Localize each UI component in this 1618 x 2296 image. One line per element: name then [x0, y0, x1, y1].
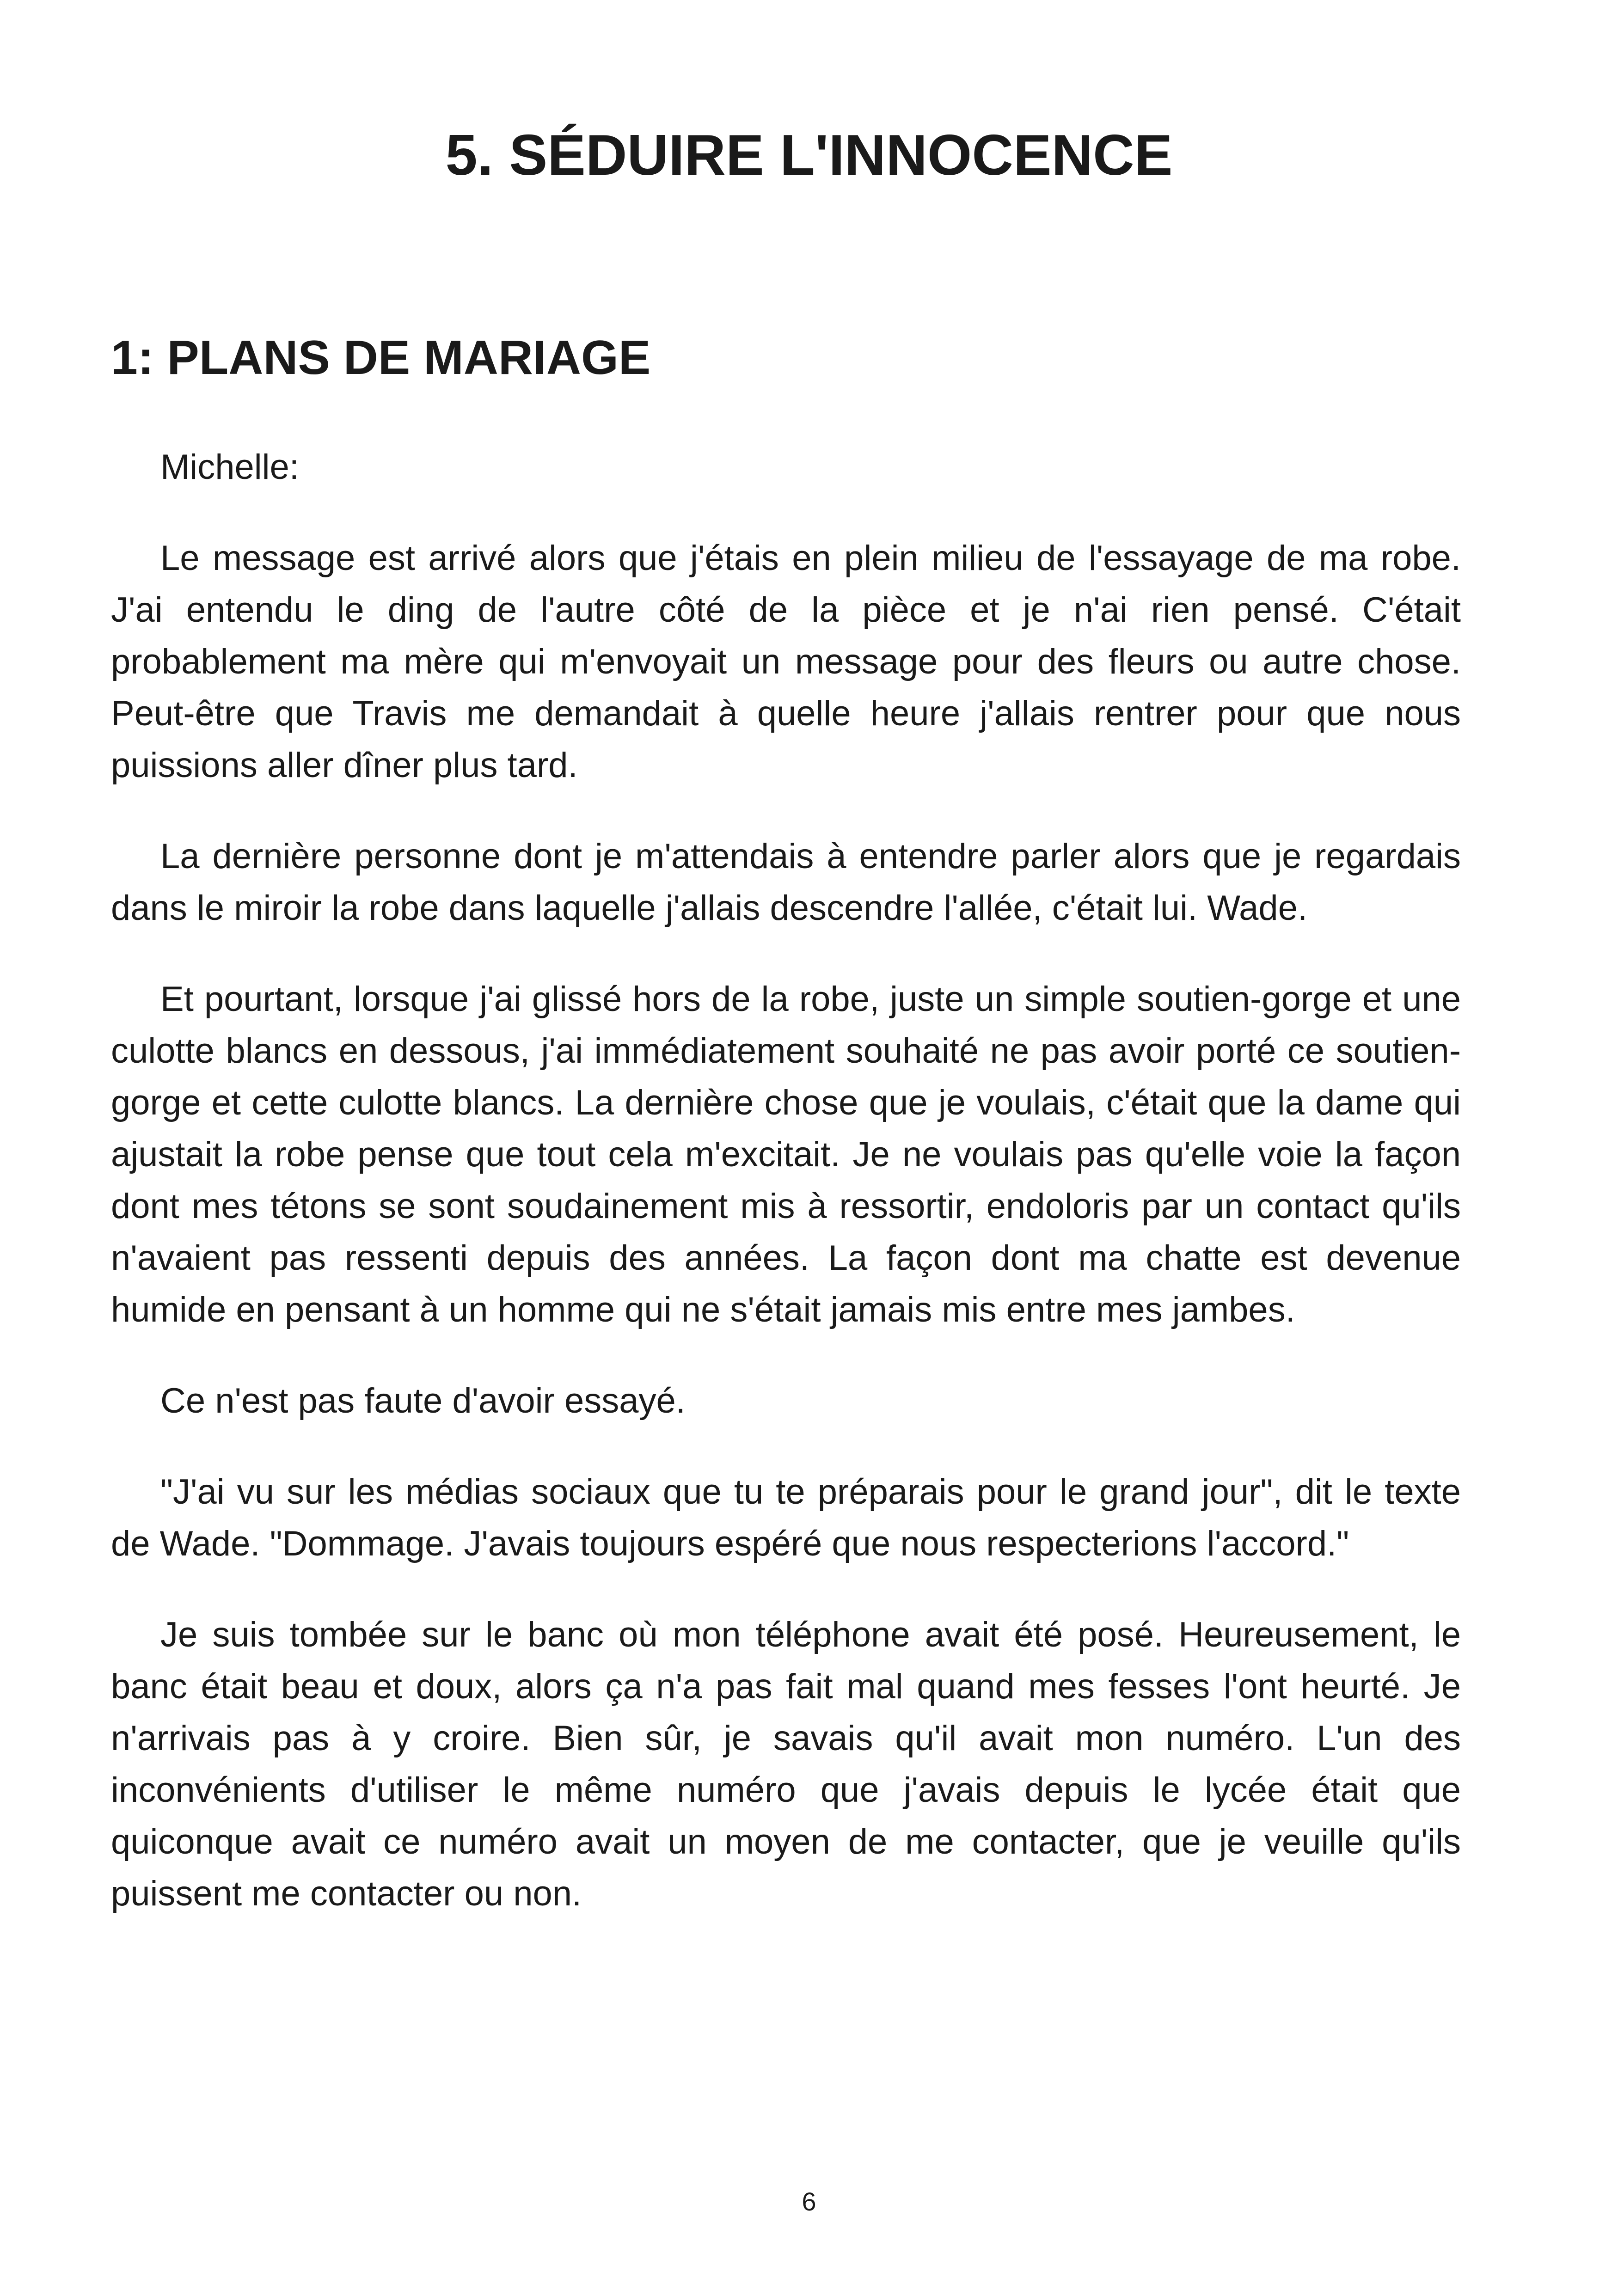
page-number: 6	[802, 2187, 816, 2216]
paragraph: Le message est arrivé alors que j'étais en plein milieu de l'essayage de ma robe. J'ai entendu le ding de l'autre côté de la pièce et je n'ai rien pensé. C'était probablement ma mère qui m'envoyait un message pour des fleurs ou autre chose. Peut-être que Travis me demandait à quelle heure j'allais rentrer pour que nous puissions aller dîner plus tard.	[111, 539, 1461, 785]
chapter-title: 1: PLANS DE MARIAGE	[111, 331, 651, 385]
paragraph: La dernière personne dont je m'attendais à entendre parler alors que je regardais dans le miroir la robe dans laquelle j'allais descendre l'allée, c'était lui. Wade.	[111, 837, 1461, 928]
paragraph: "J'ai vu sur les médias sociaux que tu te préparais pour le grand jour", dit le texte de Wade. "Dommage. J'avais toujours espéré que nous respecterions l'accord."	[111, 1472, 1461, 1563]
book-title: 5. SÉDUIRE L'INNOCENCE	[445, 123, 1173, 187]
paragraph: Je suis tombée sur le banc où mon téléphone avait été posé. Heureusement, le banc était beau et doux, alors ça n'a pas fait mal quand mes fesses l'ont heurté. Je n'arrivais pas à y croire. Bien sûr, je savais qu'il avait mon numéro. L'un des inconvénients d'utiliser le même numéro que j'avais depuis le lycée était que quiconque avait ce numéro avait un moyen de me contacter, que je veuille qu'ils puissent me contacter ou non.	[111, 1615, 1461, 1913]
paragraph: Ce n'est pas faute d'avoir essayé.	[160, 1381, 686, 1420]
paragraph-speaker: Michelle:	[160, 447, 299, 487]
paragraph: Et pourtant, lorsque j'ai glissé hors de la robe, juste un simple soutien-gorge et une culotte blancs en dessous, j'ai immédiatement souhaité ne pas avoir porté ce soutien-gorge et cette culotte blancs. La dernière chose que je voulais, c'était que la dame qui ajustait la robe pense que tout cela m'excitait. Je ne voulais pas qu'elle voie la façon dont mes tétons se sont soudainement mis à ressortir, endoloris par un contact qu'ils n'avaient pas ressenti depuis des années. La façon dont ma chatte est devenue humide en pensant à un homme qui ne s'était jamais mis entre mes jambes.	[111, 980, 1461, 1329]
body-text	[111, 441, 1461, 1959]
